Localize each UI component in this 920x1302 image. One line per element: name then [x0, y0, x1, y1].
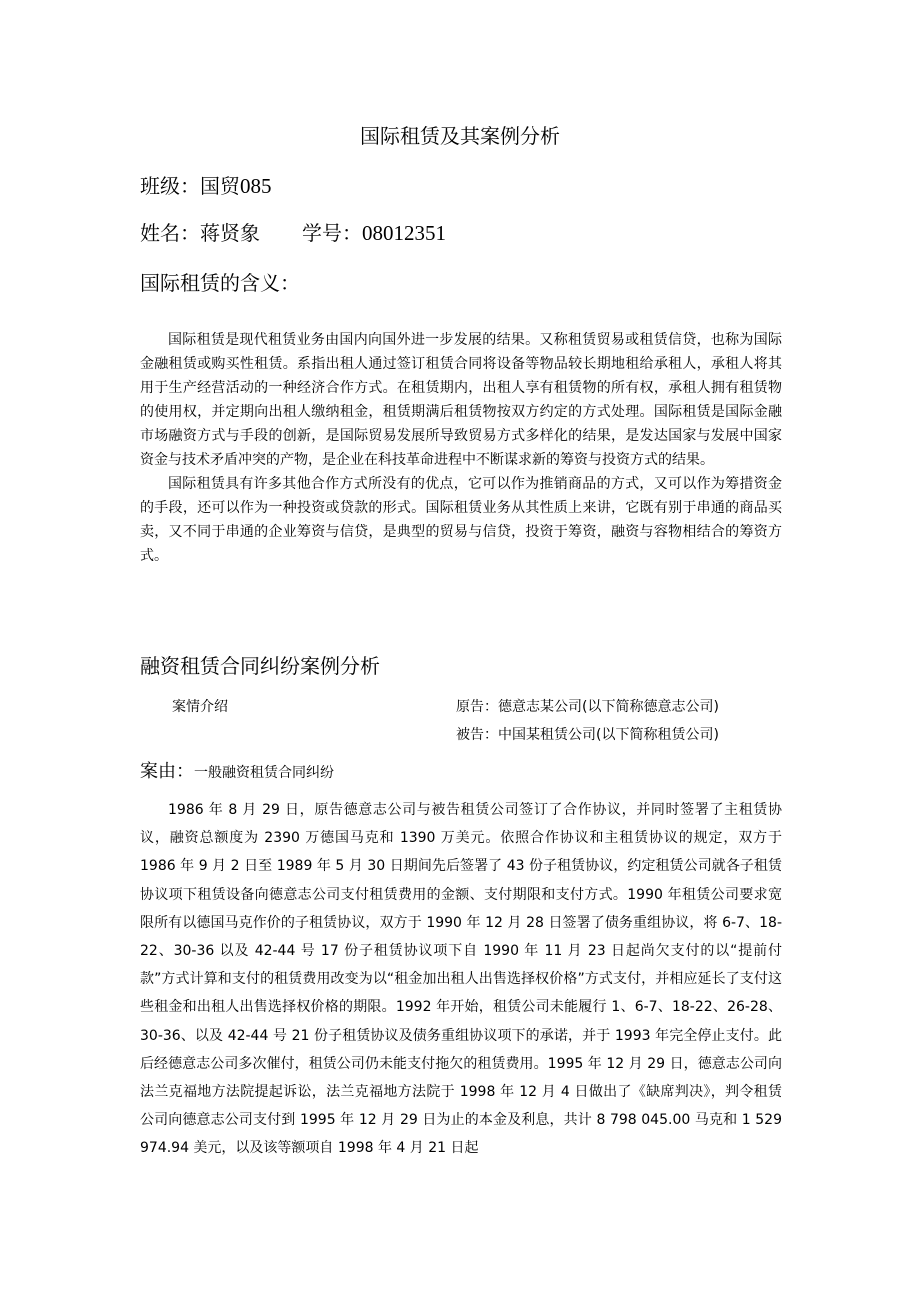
definition-body [140, 328, 782, 568]
defendant-line: 被告：中国某租赁公司(以下简称租赁公司) [456, 727, 719, 743]
case-intro-label: 案情介绍 [172, 699, 228, 715]
definition-paragraph-1: 国际租赁是现代租赁业务由国内向国外进一步发展的结果。又称租赁贸易或租赁信贷，也称为国际金融租赁或购买性租赁。系指出租人通过签订租赁合同将设备等物品较长期地租给承租人，承租人将其用于生产经营活动的一种经济合作方式。在租赁期内，出租人享有租赁物的所有权，承租人拥有租赁物的使用权，并定期向出租人缴纳租金，租赁期满后租赁物按双方约定的方式处理。国际租赁是国际金融市场融资方式与手段的创新，是国际贸易发展所导致贸易方式多样化的结果，是发达国家与发展中国家资金与技术矛盾冲突的产物，是企业在科技革命进程中不断谋求新的筹资与投资方式的结果。 [140, 332, 782, 468]
section-heading-definition: 国际租赁的含义： [140, 271, 300, 295]
class-label: 班级：国贸 [140, 174, 240, 198]
case-facts-paragraph: 1986 年 8 月 29 日，原告德意志公司与被告租赁公司签订了合作协议，并同时签署了主租赁协议，融资总额度为 2390 万德国马克和 1390 万美元。依照合作协议和主租赁协议的规定，双方于 1986 年 9 月 2 日至 1989 年 5 月 30 日期间先后签署了 43 份子租赁协议，约定租赁公司就各子租赁协议项下租赁设备向德意志公司支付租赁费用的金额、支付期限和支付方式。1990 年租赁公司要求宽限所有以德国马克作价的子租赁协议，双方于 1990 年 12 月 28 日签署了债务重组协议，将 6-7、18-22、30-36 以及 42-44 号 17 份子租赁协议项下自 1990 年 11 月 23 日起尚欠支付的以“提前付款”方式计算和支付的租赁费用改变为以“租金加出租人出售选择权价格”方式支付，并相应延长了支付这些租金和出租人出售选择权价格的期限。1992 年开始，租赁公司未能履行 1、6-7、18-22、26-28、30-36、以及 42-44 号 21 份子租赁协议及债务重组协议项下的承诺，并于 1993 年完全停止支付。此后经德意志公司多次催付，租赁公司仍未能支付拖欠的租赁费用。1995 年 12 月 29 日，德意志公司向法兰克福地方法院提起诉讼，法兰克福地方法院于 1998 年 12 月 4 日做出了《缺席判决》，判令租赁公司向德意志公司支付到 1995 年 12 月 29 日为止的本金及利息，共计 8 798 045.00 马克和 1 529 974.94 美元，以及该等额项自 1998 年 4 月 21 日起 [140, 802, 782, 1157]
student-id-value: 08012351 [362, 221, 446, 245]
definition-paragraph-2: 国际租赁具有许多其他合作方式所没有的优点，它可以作为推销商品的方式，又可以作为筹措资金的手段，还可以作为一种投资或贷款的形式。国际租赁业务从其性质上来讲，它既有别于串通的商品买卖，又不同于串通的企业筹资与信贷，是典型的贸易与信贷，投资于筹资，融资与容物相结合的筹资方式。 [140, 476, 782, 564]
student-id-label: 学号： [302, 221, 362, 245]
class-value: 085 [240, 174, 272, 198]
cause-text: 一般融资租赁合同纠纷 [194, 765, 334, 781]
cause-label: 案由： [140, 761, 194, 782]
plaintiff-line: 原告：德意志某公司(以下简称德意志公司) [456, 699, 719, 715]
name-label: 姓名：蒋贤象 [140, 221, 260, 245]
case-cause [140, 757, 334, 783]
class-line [140, 172, 272, 200]
section-heading-case: 融资租赁合同纠纷案例分析 [140, 654, 380, 678]
case-facts [140, 796, 782, 1163]
document-title: 国际租赁及其案例分析 [360, 124, 560, 148]
name-line [140, 219, 446, 247]
